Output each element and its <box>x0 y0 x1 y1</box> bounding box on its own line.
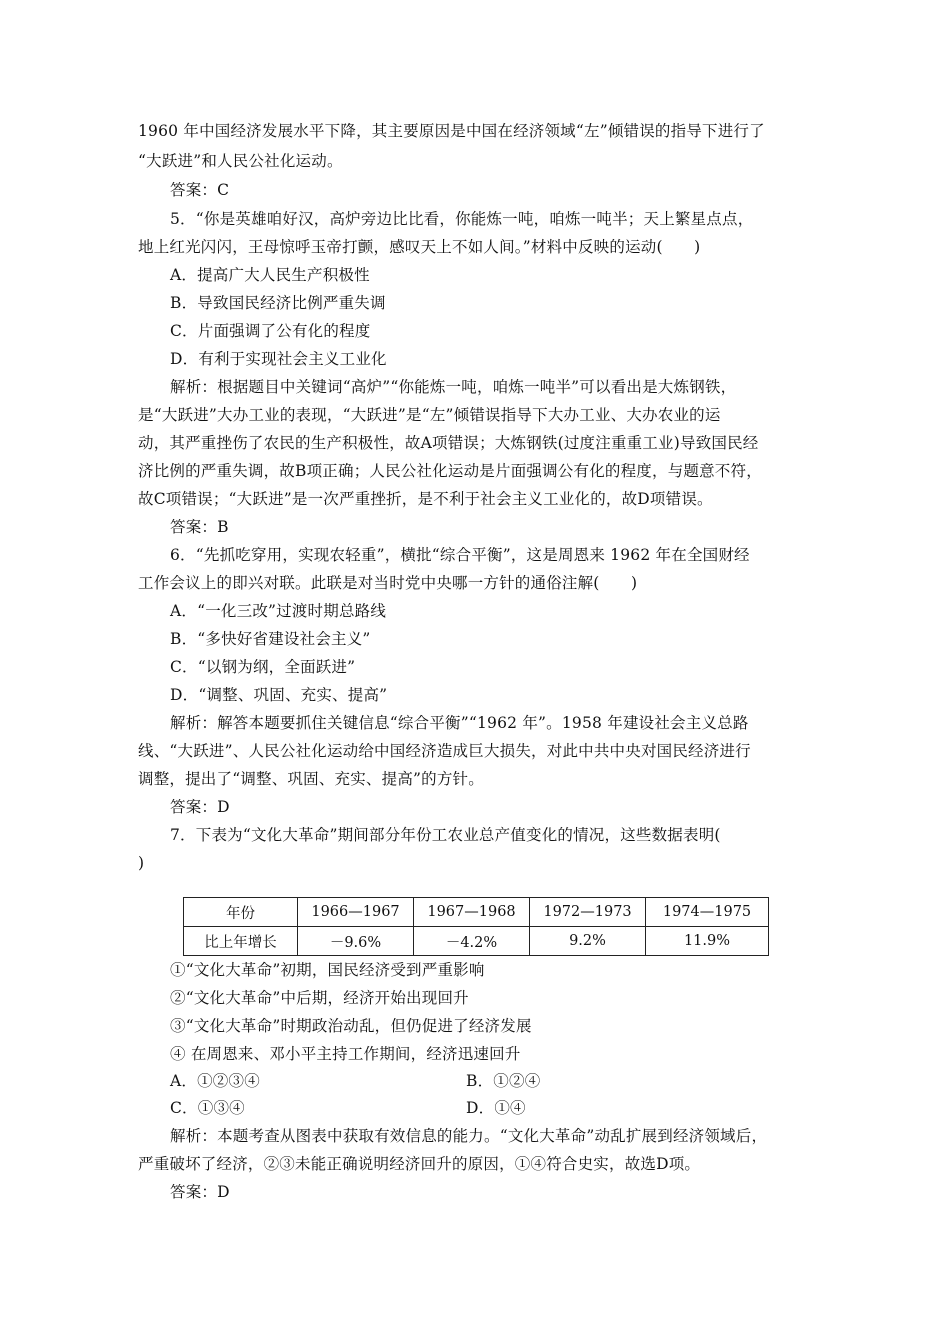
table-header-cell: 年份 <box>184 898 298 927</box>
explanation-5: 动，其严重挫伤了农民的生产积极性，故A项错误；大炼钢铁(过度注重重工业)导致国民经 <box>138 434 759 452</box>
table-header-cell: 1966—1967 <box>298 898 414 927</box>
table-header-row <box>184 898 769 927</box>
table-cell: 9.2% <box>530 927 646 956</box>
text-line: 1960 年中国经济发展水平下降，其主要原因是中国在经济领域“左”倾错误的指导下进行了 <box>138 122 765 140</box>
table-row <box>184 927 769 956</box>
explanation-6: 解析：解答本题要抓住关键信息“综合平衡”“1962 年”。1958 年建设社会主义总路 <box>170 714 749 732</box>
question-5-stem-cont: 地上红光闪闪，王母惊呼玉帝打颤，感叹天上不如人间。”材料中反映的运动( ) <box>138 238 701 256</box>
statement-3: ③“文化大革命”时期政治动乱，但仍促进了经济发展 <box>170 1017 532 1035</box>
question-5-stem: 5．“你是英雄咱好汉，高炉旁边比比看，你能炼一吨，咱炼一吨半；天上繁星点点， <box>170 210 754 228</box>
table-header-cell: 1974—1975 <box>646 898 769 927</box>
question-5-option-c: C．片面强调了公有化的程度 <box>170 322 371 340</box>
answer-q7: 答案：D <box>170 1183 230 1201</box>
question-6-option-b: B．“多快好省建设社会主义” <box>170 630 371 648</box>
table-header-cell: 1967—1968 <box>414 898 530 927</box>
answer-q5: 答案：B <box>170 518 229 536</box>
explanation-5: 解析：根据题目中关键词“高炉”“你能炼一吨，咱炼一吨半”可以看出是大炼钢铁， <box>170 378 737 396</box>
explanation-7: 解析：本题考查从图表中获取有效信息的能力。“文化大革命”动乱扩展到经济领域后， <box>170 1127 768 1145</box>
question-7-option-b: B．①②④ <box>466 1072 541 1090</box>
question-7-stem: 7．下表为“文化大革命”期间部分年份工农业总产值变化的情况，这些数据表明( <box>170 826 721 844</box>
question-6-stem-cont: 工作会议上的即兴对联。此联是对当时党中央哪一方针的通俗注解( ) <box>138 574 638 592</box>
question-5-option-b: B．导致国民经济比例严重失调 <box>170 294 386 312</box>
question-6-option-d: D．“调整、巩固、充实、提高” <box>170 686 388 704</box>
table-cell: －4.2% <box>414 927 530 956</box>
table-cell: 11.9% <box>646 927 769 956</box>
explanation-7: 严重破坏了经济，②③未能正确说明经济回升的原因，①④符合史实，故选D项。 <box>138 1155 701 1173</box>
explanation-5: 是“大跃进”大办工业的表现，“大跃进”是“左”倾错误指导下大办工业、大办农业的运 <box>138 406 721 424</box>
question-5-option-d: D．有利于实现社会主义工业化 <box>170 350 387 368</box>
question-5-option-a: A．提高广大人民生产积极性 <box>170 266 370 284</box>
question-6-stem: 6．“先抓吃穿用，实现农轻重”，横批“综合平衡”，这是周恩来 1962 年在全国财经 <box>170 546 750 564</box>
answer-q6: 答案：D <box>170 798 230 816</box>
question-6-option-c: C．“以钢为纲，全面跃进” <box>170 658 356 676</box>
text-line: “大跃进”和人民公社化运动。 <box>138 152 343 170</box>
statement-1: ①“文化大革命”初期，国民经济受到严重影响 <box>170 961 485 979</box>
table-cell: －9.6% <box>298 927 414 956</box>
statement-2: ②“文化大革命”中后期，经济开始出现回升 <box>170 989 469 1007</box>
question-6-option-a: A．“一化三改”过渡时期总路线 <box>170 602 387 620</box>
statement-4: ④ 在周恩来、邓小平主持工作期间，经济迅速回升 <box>170 1045 521 1063</box>
question-7-option-c: C．①③④ <box>170 1099 245 1117</box>
explanation-6: 线、“大跃进”、人民公社化运动给中国经济造成巨大损失，对此中共中央对国民经济进行 <box>138 742 751 760</box>
growth-table <box>183 897 769 956</box>
question-7-option-a: A．①②③④ <box>170 1072 260 1090</box>
explanation-6: 调整，提出了“调整、巩固、充实、提高”的方针。 <box>138 770 484 788</box>
table-row-label: 比上年增长 <box>184 927 298 956</box>
explanation-5: 济比例的严重失调，故B项正确；人民公社化运动是片面强调公有化的程度，与题意不符， <box>138 462 762 480</box>
question-7-stem-cont: ) <box>138 854 145 872</box>
answer-q4: 答案：C <box>170 181 230 199</box>
explanation-5: 故C项错误；“大跃进”是一次严重挫折，是不利于社会主义工业化的，故D项错误。 <box>138 490 713 508</box>
question-7-option-d: D．①④ <box>466 1099 526 1117</box>
table-header-cell: 1972—1973 <box>530 898 646 927</box>
